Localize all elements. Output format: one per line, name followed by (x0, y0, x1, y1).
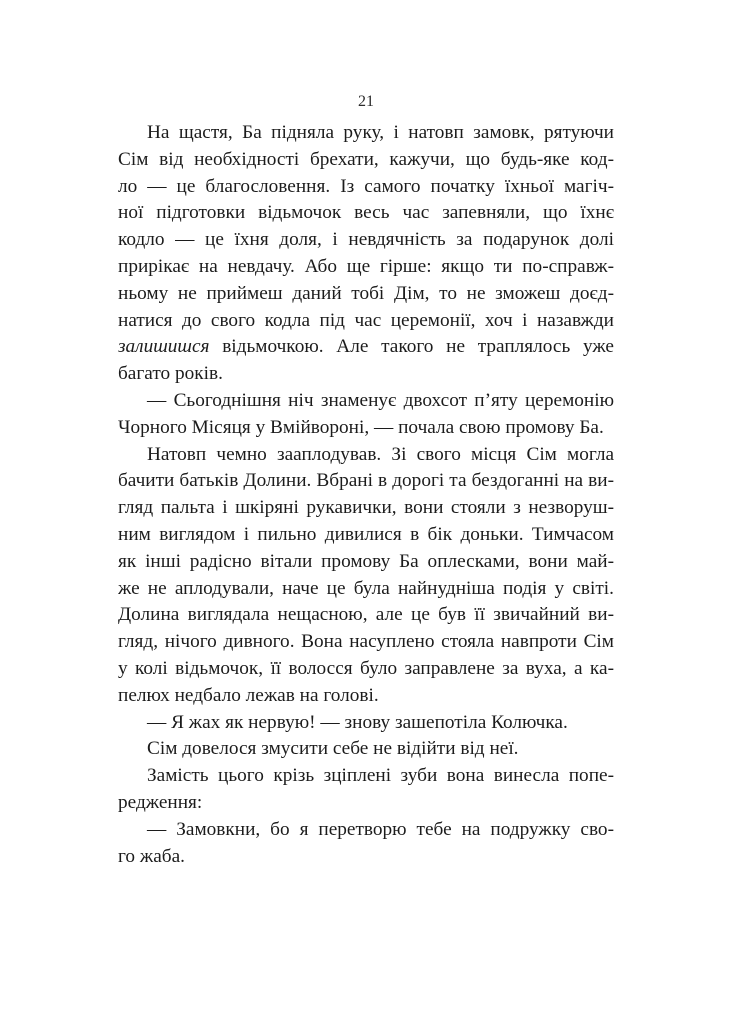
line-text: прирікає на невдачу. Або ще гірше: якщо ти по-справж- (118, 255, 614, 277)
text-line (118, 763, 614, 790)
text-line (118, 388, 614, 415)
line-text: пелюх недбало лежав на голові. (118, 684, 379, 706)
text-line (118, 710, 614, 737)
line-text: натися до свого кодла під час церемонії, хоч і назавжди (118, 309, 614, 331)
text-line (118, 817, 614, 844)
text-line (118, 602, 614, 629)
line-text: ло — це благословення. Із самого початку їхньої магіч- (118, 175, 614, 197)
line-text: На щастя, Ба підняла руку, і натовп замовк, рятуючи (147, 122, 614, 143)
line-text: ним виглядом і пильно дивилися в бік доньки. Тимчасом (118, 523, 614, 545)
line-text: Сім довелося змусити себе не відійти від неї. (147, 738, 519, 760)
text-line (118, 120, 614, 147)
text-line (118, 227, 614, 254)
line-text: — Замовкни, бо я перетворю тебе на подружку сво- (147, 818, 614, 840)
text-line (118, 736, 614, 763)
line-text: го жаба. (118, 845, 185, 867)
line-text: бачити батьків Долини. Вбрані в дорогі та бездоганні на ви- (118, 470, 614, 492)
line-text: Чорного Місяця у Вмійвороні, — почала свою промову Ба. (118, 416, 604, 438)
text-line (118, 361, 614, 388)
text-line (118, 495, 614, 522)
text-line (118, 656, 614, 683)
line-text: у колі відьмочок, її волосся було заправлене за вуха, а ка- (118, 657, 614, 679)
text-line (118, 200, 614, 227)
line-text: редження: (118, 791, 203, 813)
text-line (118, 522, 614, 549)
italic-word: залишишся (118, 336, 210, 358)
text-line (118, 549, 614, 576)
text-line (118, 576, 614, 603)
line-text: — Сьогоднішня ніч знаменує двохсот п’яту церемонію (147, 389, 614, 411)
line-text: Замість цього крізь зціплені зуби вона винесла попе- (147, 765, 614, 787)
text-line (118, 683, 614, 710)
text-line (118, 147, 614, 174)
line-text: багато років. (118, 363, 223, 385)
text-line (118, 790, 614, 817)
line-text: ньому не приймеш даний тобі Дім, то не зможеш доєд- (118, 282, 614, 304)
text-line (118, 629, 614, 656)
text-line (118, 844, 614, 871)
line-text: як інші радісно вітали промову Ба оплесками, вони май- (118, 550, 614, 572)
text-line (118, 442, 614, 469)
line-text: кодло — це їхня доля, і невдячність за подарунок долі (118, 229, 614, 251)
page-number: 21 (358, 93, 374, 110)
text-line (118, 415, 614, 442)
line-text: же не аплодували, наче це була найнудніша подія у світі. (118, 577, 614, 599)
text-line (118, 308, 614, 335)
text-line (118, 468, 614, 495)
body-text (118, 120, 614, 870)
line-text: гляд пальта і шкіряні рукавички, вони стояли з незворуш- (118, 497, 614, 519)
text-line (118, 254, 614, 281)
line-text: — Я жах як нервую! — знову зашепотіла Колючка. (147, 711, 568, 733)
text-line (118, 334, 614, 361)
line-text: гляд, нічого дивного. Вона насуплено стояла навпроти Сім (118, 631, 614, 653)
line-text: ної підготовки відьмочок весь час запевняли, що їхнє (118, 202, 614, 224)
text-line (118, 281, 614, 308)
line-text: Сім від необхідності брехати, кажучи, що будь-яке код- (118, 148, 614, 170)
line-text: Долина виглядала нещасною, але це був її звичайний ви- (118, 604, 614, 626)
line-text: відьмочкою. Але такого не траплялось уже (209, 336, 614, 358)
text-line (118, 174, 614, 201)
line-text: Натовп чемно зааплодував. Зі свого місця Сім могла (147, 443, 614, 465)
